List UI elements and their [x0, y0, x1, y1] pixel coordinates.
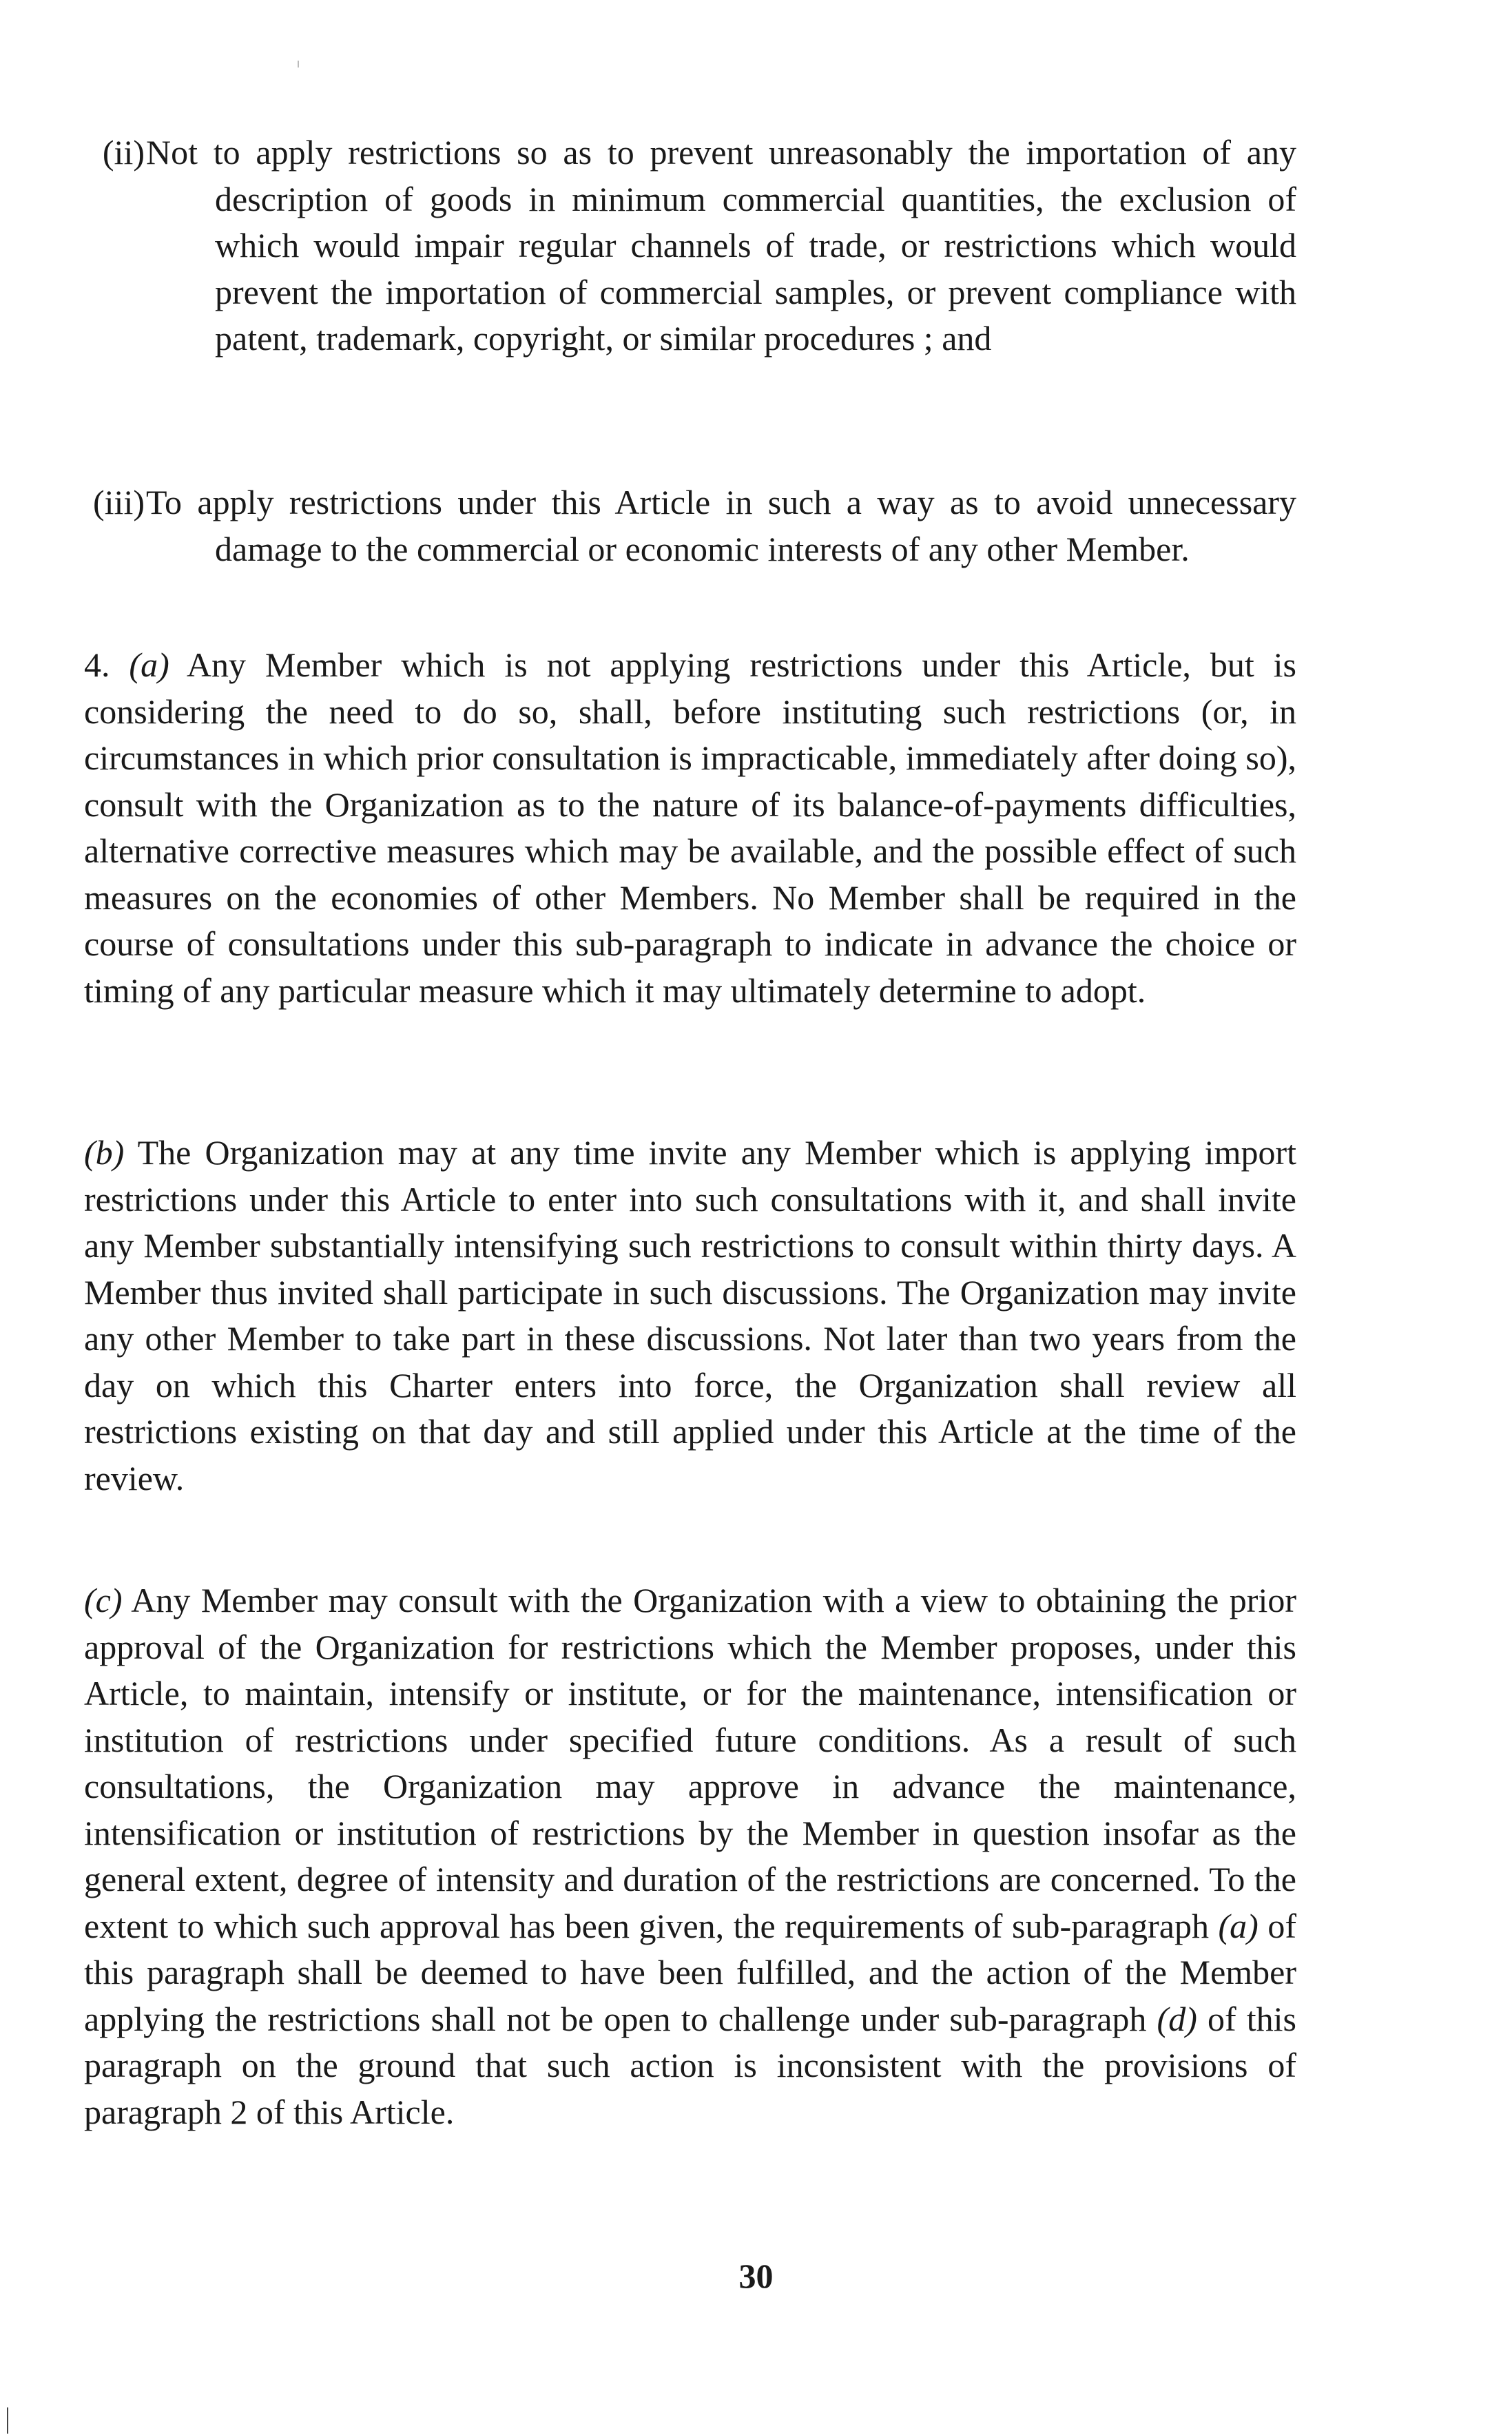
paragraph-4c-text-2: of this paragraph shall be deemed to have been fulfilled, and the action of the Member applying the restrictions shall not be open to challenge under sub-paragraph [84, 1906, 1297, 2038]
paragraph-4a-text: Any Member which is not applying restrictions under this Article, but is considering the need to do so, shall, before instituting such restrictions (or, in circumstances in which prior consultation is impracticable, immediately after doing so), consult with the Organization as to the nature of its balance-of-payments difficulties, alternative corrective measures which may be available, and the possible effect of such measures on the economies of other Members. No Member shall be required in the course of consultations under this sub-paragraph to indicate in advance the choice or timing of any particular measure which it may ultimately determine to adopt. [84, 645, 1296, 1010]
clause-ii-text-content: Not to apply restrictions so as to prevent unreasonably the importation of any description of goods in minimum commercial quantities, the exclusion of which would impair regular channels of trade, or restrictions which would prevent the importation of commercial samples, or prevent compliance with patent, trademark, copyright, or similar procedures ; and [146, 133, 1296, 358]
paragraph-4c-ref-a: (a) [1218, 1906, 1259, 1945]
paragraph-4b-label: (b) [84, 1133, 125, 1172]
clause-iii-text-content: To apply restrictions under this Article in such a way as to avoid unnecessary damage to the commercial or economic interests of any other Member. [146, 483, 1296, 568]
paragraph-4b-text: The Organization may at any time invite any Member which is applying import restrictions under this Article to enter into such consultations with it, and shall invite any Member substantially intensifying such restrictions to consult within thirty days. A Member thus invited shall participate in such discussions. The Organization may invite any other Member to take part in these discussions. Not later than two years from the day on which this Charter enters into force, the Organization shall review all restrictions existing on that day and still applied under this Article at the time of the review. [84, 1133, 1296, 1498]
paragraph-4c-ref-d: (d) [1157, 1999, 1197, 2038]
paragraph-4c-label: (c) [84, 1581, 123, 1619]
paragraph-4a-label: (a) [129, 645, 169, 684]
paragraph-4c-text-1: Any Member may consult with the Organization with a view to obtaining the prior approval of the Organization for restrictions which the Member proposes, under this Article, to maintain, intensify or institute, or for the maintenance, intensification or institution of restrictions under specified future conditions. As a result of such consultations, the Organization may approve in advance the maintenance, intensification or institution of restrictions by the Member in question insofar as the general extent, degree of intensity and duration of the restrictions are concerned. To the extent to which such approval has been given, the requirements of sub-paragraph [84, 1581, 1296, 1945]
paragraph-4b [84, 1130, 1296, 1502]
paragraph-4-number: 4. [84, 645, 110, 684]
paragraph-4c-text-3: of this paragraph on the ground that such action is inconsistent with the provisions of paragraph 2 of this Article. [84, 1999, 1296, 2131]
clause-ii-label: (ii) [102, 133, 145, 172]
scan-speck [298, 61, 299, 68]
page-number: 30 [738, 2257, 774, 2295]
clause-iii-text [146, 479, 1296, 572]
paragraph-4a [84, 642, 1296, 1014]
scan-edge-mark [7, 2407, 8, 2434]
clause-iii-label: (iii) [93, 483, 145, 521]
paragraph-4c [84, 1577, 1296, 2135]
clause-ii-text [146, 129, 1296, 362]
